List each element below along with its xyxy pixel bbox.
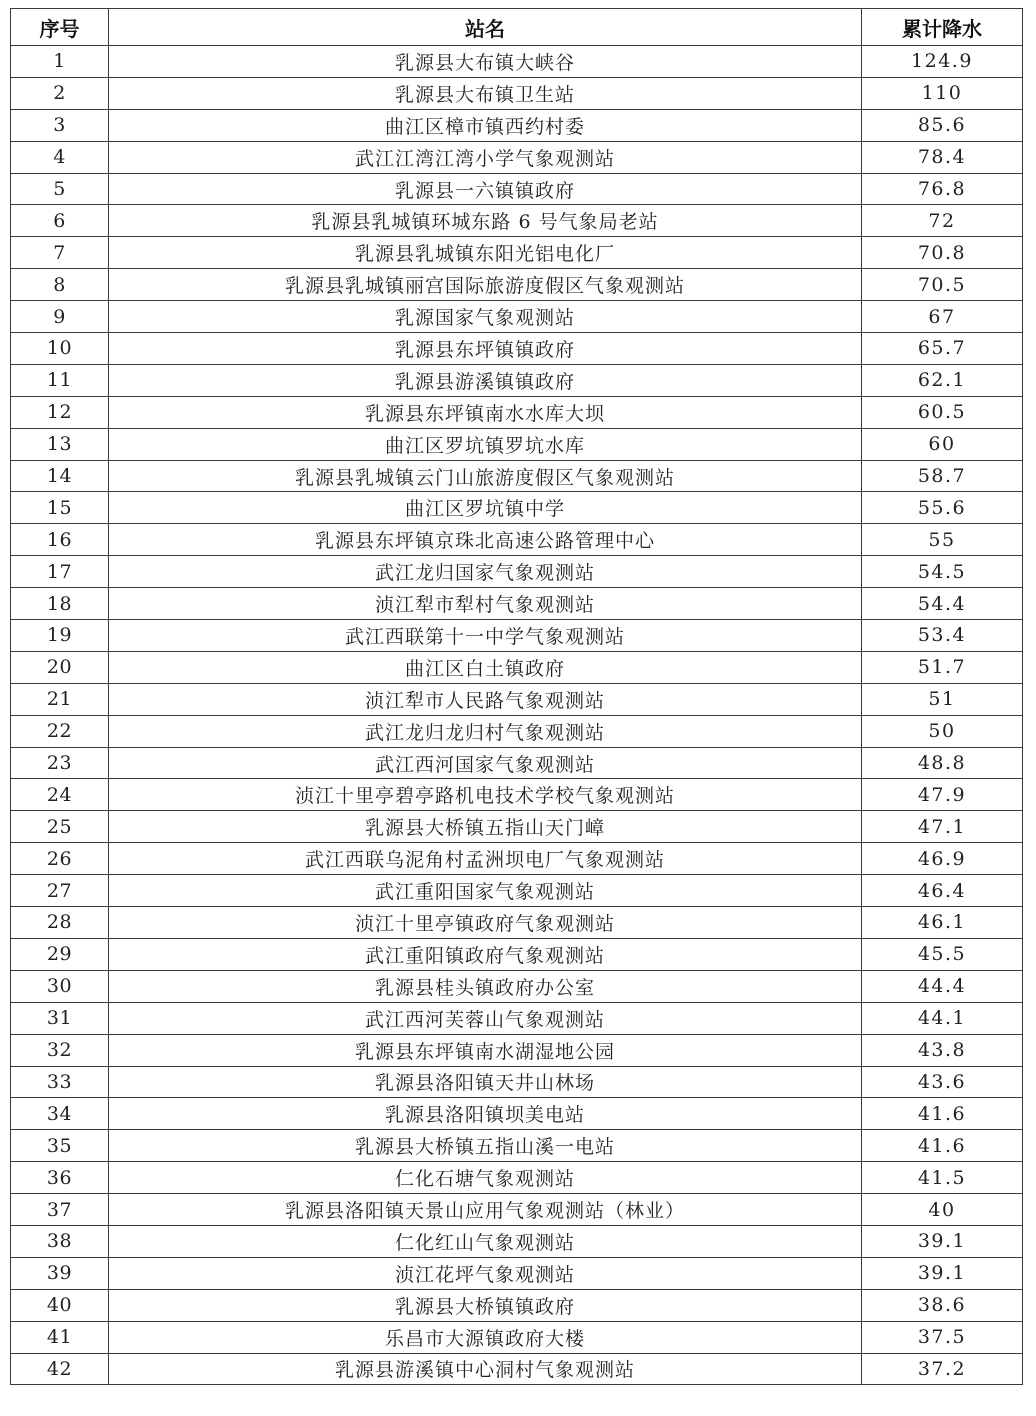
station-name-cell: 乳源县大桥镇五指山天门嶂 [109, 811, 862, 843]
table-row [11, 843, 1023, 875]
station-name-cell: 乳源县洛阳镇坝美电站 [109, 1098, 862, 1130]
table-row [11, 1289, 1023, 1321]
table-row [11, 1002, 1023, 1034]
station-name-cell: 乳源县东坪镇镇政府 [109, 333, 862, 365]
row-index-cell: 40 [11, 1289, 109, 1321]
rainfall-value-cell: 55 [862, 524, 1023, 556]
row-index-cell: 41 [11, 1321, 109, 1353]
station-name-cell: 乳源县东坪镇南水湖湿地公园 [109, 1034, 862, 1066]
row-index-cell: 23 [11, 747, 109, 779]
station-name-cell: 乳源县乳城镇丽宫国际旅游度假区气象观测站 [109, 269, 862, 301]
table-row [11, 1321, 1023, 1353]
table-row [11, 747, 1023, 779]
station-name-cell: 武江西河国家气象观测站 [109, 747, 862, 779]
table-row [11, 1353, 1023, 1385]
table-row [11, 205, 1023, 237]
table-row [11, 364, 1023, 396]
row-index-cell: 19 [11, 620, 109, 652]
row-index-cell: 11 [11, 364, 109, 396]
station-name-cell: 乳源县大桥镇镇政府 [109, 1289, 862, 1321]
row-index-cell: 39 [11, 1257, 109, 1289]
station-name-cell: 曲江区罗坑镇中学 [109, 492, 862, 524]
table-body [11, 46, 1023, 1385]
table-row [11, 588, 1023, 620]
row-index-cell: 25 [11, 811, 109, 843]
station-name-cell: 武江龙归国家气象观测站 [109, 556, 862, 588]
row-index-cell: 34 [11, 1098, 109, 1130]
table-row [11, 683, 1023, 715]
row-index-cell: 2 [11, 77, 109, 109]
rainfall-value-cell: 70.5 [862, 269, 1023, 301]
table-row [11, 620, 1023, 652]
table-row [11, 1098, 1023, 1130]
row-index-cell: 32 [11, 1034, 109, 1066]
table-row [11, 875, 1023, 907]
row-index-cell: 31 [11, 1002, 109, 1034]
table-row [11, 301, 1023, 333]
rainfall-value-cell: 47.9 [862, 779, 1023, 811]
table-row [11, 173, 1023, 205]
table-row [11, 77, 1023, 109]
rainfall-value-cell: 37.5 [862, 1321, 1023, 1353]
station-name-cell: 乳源县洛阳镇天景山应用气象观测站（林业） [109, 1194, 862, 1226]
rainfall-value-cell: 70.8 [862, 237, 1023, 269]
rainfall-value-cell: 41.5 [862, 1162, 1023, 1194]
station-name-cell: 浈江犁市犁村气象观测站 [109, 588, 862, 620]
table-row [11, 269, 1023, 301]
table-row [11, 715, 1023, 747]
row-index-cell: 5 [11, 173, 109, 205]
rainfall-value-cell: 55.6 [862, 492, 1023, 524]
table-row [11, 1066, 1023, 1098]
rainfall-value-cell: 43.6 [862, 1066, 1023, 1098]
table-row [11, 524, 1023, 556]
header-rainfall: 累计降水 [862, 9, 1023, 46]
row-index-cell: 12 [11, 396, 109, 428]
rainfall-value-cell: 85.6 [862, 109, 1023, 141]
station-name-cell: 乳源县乳城镇环城东路 6 号气象局老站 [109, 205, 862, 237]
table-row [11, 811, 1023, 843]
row-index-cell: 15 [11, 492, 109, 524]
header-index: 序号 [11, 9, 109, 46]
row-index-cell: 3 [11, 109, 109, 141]
station-name-cell: 仁化石塘气象观测站 [109, 1162, 862, 1194]
station-name-cell: 乳源县大布镇大峡谷 [109, 46, 862, 78]
station-name-cell: 武江重阳国家气象观测站 [109, 875, 862, 907]
table-row [11, 556, 1023, 588]
rainfall-table-container [10, 8, 1022, 1385]
row-index-cell: 26 [11, 843, 109, 875]
table-header [11, 9, 1023, 46]
station-name-cell: 曲江区樟市镇西约村委 [109, 109, 862, 141]
row-index-cell: 38 [11, 1225, 109, 1257]
table-row [11, 1225, 1023, 1257]
rainfall-value-cell: 54.4 [862, 588, 1023, 620]
station-name-cell: 乳源县大布镇卫生站 [109, 77, 862, 109]
table-row [11, 333, 1023, 365]
station-name-cell: 乳源国家气象观测站 [109, 301, 862, 333]
rainfall-value-cell: 58.7 [862, 460, 1023, 492]
station-name-cell: 浈江花坪气象观测站 [109, 1257, 862, 1289]
rainfall-value-cell: 76.8 [862, 173, 1023, 205]
station-name-cell: 浈江十里亭碧亭路机电技术学校气象观测站 [109, 779, 862, 811]
station-name-cell: 乳源县游溪镇中心洞村气象观测站 [109, 1353, 862, 1385]
table-row [11, 46, 1023, 78]
rainfall-table [10, 8, 1023, 1385]
row-index-cell: 36 [11, 1162, 109, 1194]
table-row [11, 1257, 1023, 1289]
station-name-cell: 仁化红山气象观测站 [109, 1225, 862, 1257]
rainfall-value-cell: 65.7 [862, 333, 1023, 365]
table-row [11, 970, 1023, 1002]
rainfall-value-cell: 50 [862, 715, 1023, 747]
station-name-cell: 乳源县桂头镇政府办公室 [109, 970, 862, 1002]
station-name-cell: 浈江十里亭镇政府气象观测站 [109, 907, 862, 939]
row-index-cell: 20 [11, 651, 109, 683]
rainfall-value-cell: 39.1 [862, 1257, 1023, 1289]
table-row [11, 237, 1023, 269]
rainfall-value-cell: 46.4 [862, 875, 1023, 907]
rainfall-value-cell: 72 [862, 205, 1023, 237]
station-name-cell: 乳源县洛阳镇天井山林场 [109, 1066, 862, 1098]
station-name-cell: 武江重阳镇政府气象观测站 [109, 938, 862, 970]
station-name-cell: 乐昌市大源镇政府大楼 [109, 1321, 862, 1353]
rainfall-value-cell: 37.2 [862, 1353, 1023, 1385]
rainfall-value-cell: 39.1 [862, 1225, 1023, 1257]
row-index-cell: 17 [11, 556, 109, 588]
station-name-cell: 乳源县乳城镇东阳光铝电化厂 [109, 237, 862, 269]
rainfall-value-cell: 60.5 [862, 396, 1023, 428]
rainfall-value-cell: 54.5 [862, 556, 1023, 588]
row-index-cell: 42 [11, 1353, 109, 1385]
table-row [11, 779, 1023, 811]
table-row [11, 907, 1023, 939]
table-row [11, 1130, 1023, 1162]
station-name-cell: 武江西联第十一中学气象观测站 [109, 620, 862, 652]
station-name-cell: 浈江犁市人民路气象观测站 [109, 683, 862, 715]
station-name-cell: 武江西联乌泥角村孟洲坝电厂气象观测站 [109, 843, 862, 875]
station-name-cell: 乳源县大桥镇五指山溪一电站 [109, 1130, 862, 1162]
row-index-cell: 37 [11, 1194, 109, 1226]
table-row [11, 492, 1023, 524]
row-index-cell: 22 [11, 715, 109, 747]
station-name-cell: 乳源县游溪镇镇政府 [109, 364, 862, 396]
station-name-cell: 武江西河芙蓉山气象观测站 [109, 1002, 862, 1034]
station-name-cell: 武江龙归龙归村气象观测站 [109, 715, 862, 747]
table-row [11, 428, 1023, 460]
station-name-cell: 乳源县东坪镇京珠北高速公路管理中心 [109, 524, 862, 556]
row-index-cell: 9 [11, 301, 109, 333]
rainfall-value-cell: 124.9 [862, 46, 1023, 78]
row-index-cell: 10 [11, 333, 109, 365]
rainfall-value-cell: 47.1 [862, 811, 1023, 843]
rainfall-value-cell: 41.6 [862, 1098, 1023, 1130]
rainfall-value-cell: 43.8 [862, 1034, 1023, 1066]
row-index-cell: 29 [11, 938, 109, 970]
rainfall-value-cell: 60 [862, 428, 1023, 460]
table-row [11, 141, 1023, 173]
row-index-cell: 33 [11, 1066, 109, 1098]
rainfall-value-cell: 48.8 [862, 747, 1023, 779]
row-index-cell: 27 [11, 875, 109, 907]
station-name-cell: 乳源县东坪镇南水水库大坝 [109, 396, 862, 428]
table-row [11, 1194, 1023, 1226]
station-name-cell: 乳源县一六镇镇政府 [109, 173, 862, 205]
header-station: 站名 [109, 9, 862, 46]
row-index-cell: 14 [11, 460, 109, 492]
rainfall-value-cell: 78.4 [862, 141, 1023, 173]
rainfall-value-cell: 67 [862, 301, 1023, 333]
row-index-cell: 4 [11, 141, 109, 173]
row-index-cell: 28 [11, 907, 109, 939]
header-row [11, 9, 1023, 46]
station-name-cell: 曲江区白土镇政府 [109, 651, 862, 683]
rainfall-value-cell: 45.5 [862, 938, 1023, 970]
row-index-cell: 8 [11, 269, 109, 301]
station-name-cell: 曲江区罗坑镇罗坑水库 [109, 428, 862, 460]
row-index-cell: 21 [11, 683, 109, 715]
row-index-cell: 18 [11, 588, 109, 620]
rainfall-value-cell: 41.6 [862, 1130, 1023, 1162]
rainfall-value-cell: 40 [862, 1194, 1023, 1226]
row-index-cell: 6 [11, 205, 109, 237]
table-row [11, 109, 1023, 141]
row-index-cell: 35 [11, 1130, 109, 1162]
rainfall-value-cell: 38.6 [862, 1289, 1023, 1321]
table-row [11, 1034, 1023, 1066]
table-row [11, 651, 1023, 683]
rainfall-value-cell: 44.1 [862, 1002, 1023, 1034]
rainfall-value-cell: 46.1 [862, 907, 1023, 939]
table-row [11, 460, 1023, 492]
station-name-cell: 武江江湾江湾小学气象观测站 [109, 141, 862, 173]
row-index-cell: 16 [11, 524, 109, 556]
rainfall-value-cell: 110 [862, 77, 1023, 109]
rainfall-value-cell: 44.4 [862, 970, 1023, 1002]
row-index-cell: 24 [11, 779, 109, 811]
station-name-cell: 乳源县乳城镇云门山旅游度假区气象观测站 [109, 460, 862, 492]
rainfall-value-cell: 51.7 [862, 651, 1023, 683]
row-index-cell: 13 [11, 428, 109, 460]
table-row [11, 938, 1023, 970]
rainfall-value-cell: 53.4 [862, 620, 1023, 652]
table-row [11, 1162, 1023, 1194]
rainfall-value-cell: 62.1 [862, 364, 1023, 396]
rainfall-value-cell: 51 [862, 683, 1023, 715]
table-row [11, 396, 1023, 428]
row-index-cell: 1 [11, 46, 109, 78]
row-index-cell: 7 [11, 237, 109, 269]
rainfall-value-cell: 46.9 [862, 843, 1023, 875]
row-index-cell: 30 [11, 970, 109, 1002]
